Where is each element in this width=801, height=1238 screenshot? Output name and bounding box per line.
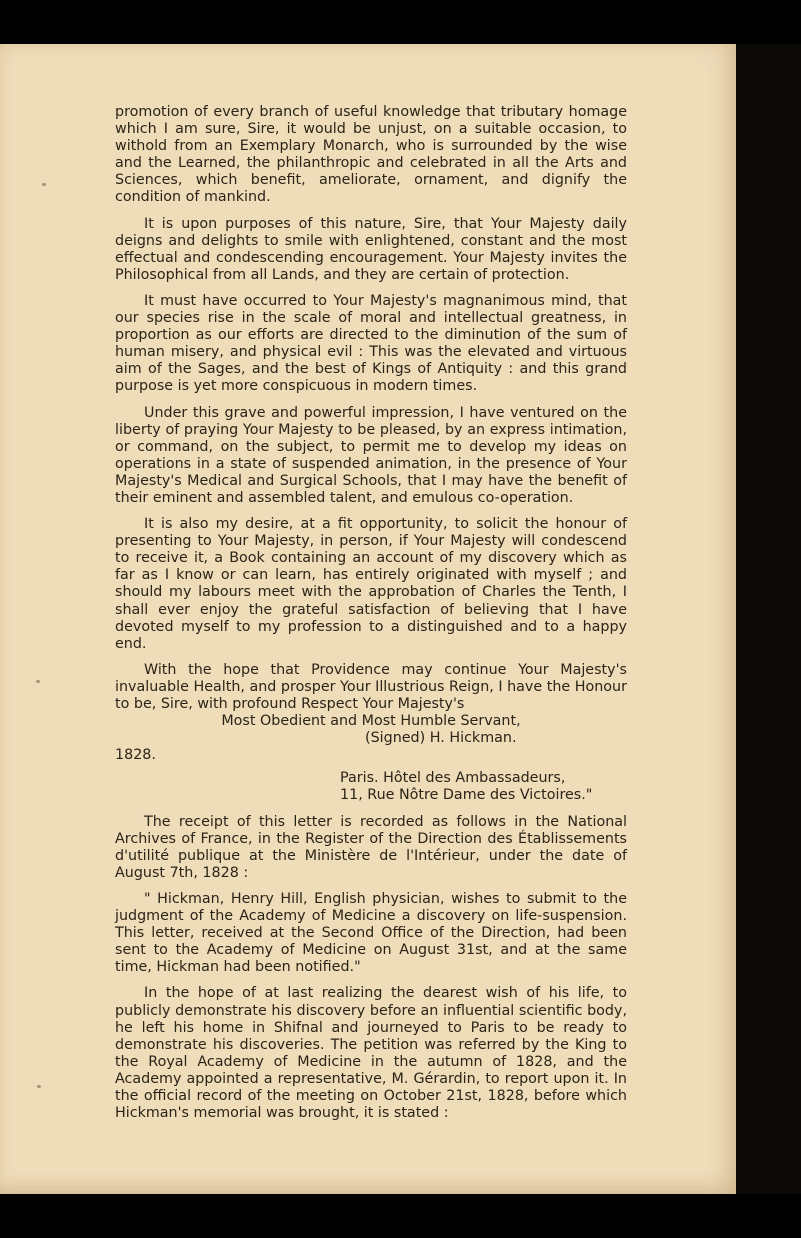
closing-date: 1828. xyxy=(115,747,156,764)
paragraph-9: In the hope of at last realizing the dearest wish of his life, to publicly demonstrate his discovery before an influential scientific body, he left his home in Shifnal and journeyed to Paris to be ready to demonstrate his discoveries. The petition was referred by the King to the Royal Academy of Medicine in the autumn of 1828, and the Academy appointed a representative, M. Gérardin, to report upon it. In the official record of the meeting on October 21st, 1828, before which Hickman's memorial was brought, it is stated : xyxy=(115,985,627,1122)
paragraph-6: With the hope that Providence may continue Your Majesty's invaluable Health, and prosper Your Illustrious Reign, I have the Honour to be, Sire, with profound Respect Your Majesty's xyxy=(115,661,627,712)
closing-signature: (Signed) H. Hickman. xyxy=(365,730,517,747)
closing-address-1: Paris. Hôtel des Ambassadeurs, xyxy=(340,770,566,787)
closing-address-2: 11, Rue Nôtre Dame des Victoires." xyxy=(340,787,593,804)
paragraph-5: It is also my desire, at a fit opportunity, to solicit the honour of presenting to Your Majesty, in person, if Your Majesty will condescend to receive it, a Book containing an account of my discovery which as far as I know or can learn, has entirely originated with myself ; and should my labours meet with the approbation of Charles the Tenth, I shall ever enjoy the grateful satisfaction of believing that I have devoted myself to my profession to a distinguished and to a happy end. xyxy=(115,516,627,652)
paragraph-2: It is upon purposes of this nature, Sire, that Your Majesty daily deigns and delights to smile with enlightened, constant and the most effectual and condescending encouragement. Your Majesty invites the Philosophical from all Lands, and they are certain of protection. xyxy=(115,215,627,283)
paragraph-8: " Hickman, Henry Hill, English physician, wishes to submit to the judgment of the Academy of Medicine a discovery on life-suspension. This letter, received at the Second Office of the Direction, had been sent to the Academy of Medicine on August 31st, and at the same time, Hickman had been notified." xyxy=(115,890,627,976)
paper-speck xyxy=(36,680,40,683)
paragraph-1: promotion of every branch of useful knowledge that tributary homage which I am sure, Sire, it would be unjust, on a suitable occasion, to withold from an Exemplary Monarch, who is surrounded by the wise and the Learned, the philanthropic and celebrated in all the Arts and Sciences, which benefit, ameliorate, ornament, and dignify the condition of mankind. xyxy=(115,104,627,206)
page-text xyxy=(115,104,627,1131)
paragraph-4: Under this grave and powerful impression, I have ventured on the liberty of praying Your Majesty to be pleased, by an express intimation, or command, on the subject, to permit me to develop my ideas on operations in a state of suspended animation, in the presence of Your Majesty's Medical and Surgical Schools, that I may have the benefit of their eminent and assembled talent, and emulous co-operation. xyxy=(115,404,627,506)
paper-speck xyxy=(42,183,46,186)
closing-salutation: Most Obedient and Most Humble Servant, xyxy=(221,713,521,730)
paper-speck xyxy=(37,1085,41,1088)
section-gap xyxy=(115,805,627,814)
address-row-1 xyxy=(115,770,627,787)
letter-closing xyxy=(115,713,627,804)
paragraph-7: The receipt of this letter is recorded as follows in the National Archives of France, in the Register of the Direction des Établissements d'utilité publique at the Ministère de l'Intérieur, under the date of August 7th, 1828 : xyxy=(115,813,627,881)
address-row-2 xyxy=(115,787,627,804)
date-row xyxy=(115,747,627,764)
signature-row xyxy=(115,730,627,747)
paragraph-3: It must have occurred to Your Majesty's magnanimous mind, that our species rise in the scale of moral and intellectual greatness, in proportion as our efforts are directed to the diminution of the sum of human misery, and physical evil : This was the elevated and virtuous aim of the Sages, and the best of Kings of Antiquity : and this grand purpose is yet more conspicuous in modern times. xyxy=(115,292,627,395)
page-edge-shadow xyxy=(736,44,801,1194)
